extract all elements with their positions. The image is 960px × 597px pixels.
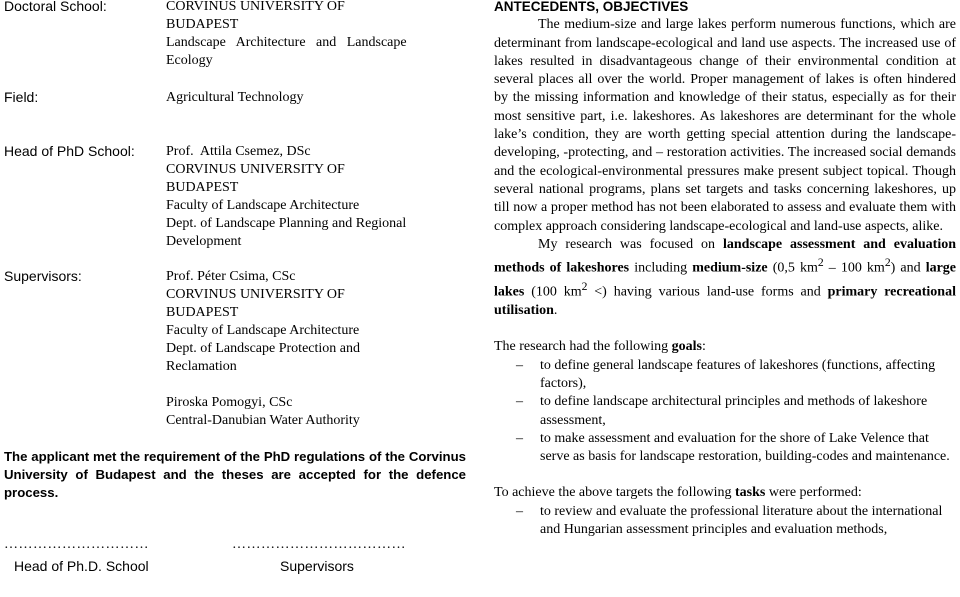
text-run: (0,5 km — [767, 260, 818, 276]
signature-line-head: ………………………… — [4, 537, 149, 552]
text-run: (100 km — [524, 284, 582, 300]
doctoral-school-line: CORVINUS UNIVERSITY OF — [166, 0, 345, 14]
supervisor1-line: Dept. of Landscape Protection and — [166, 341, 360, 356]
antecedents-paragraph: The medium-size and large lakes perform numerous functions, which are determinant from landscape-ecological and land use aspects. The increased use of lakes resulted in disadvantageous change of their environmental condition at several places all over the world. Proper management of lakes is often hindered by the missing information and knowledge of their status, especially as for their most sensitive part, i.e. lakeshores. As lakeshores are determinant for the whole lake’s condition, they are worth getting special attention during the landscape-developing, -protecting, and – restoration activities. The increased social demands and the ecological-environmental pressures make present subject topical. Though several national programs, plans set targets and tasks concerning lakeshores, up till now a proper method has not been elaborated to assess and evaluate them with complex approach considering landscape-ecological and land-use aspects, alike. — [494, 17, 956, 234]
section-heading: ANTECEDENTS, OBJECTIVES — [494, 0, 689, 14]
bold-run: medium-size — [692, 260, 768, 276]
supervisor2-value — [166, 394, 360, 430]
signature-line-supervisors: ……………………………… — [232, 537, 406, 552]
label-head-of-phd-school: Head of PhD School: — [4, 143, 135, 159]
applicant-statement: The applicant met the requirement of the PhD regulations of the Corvinus University of Budapest and the theses are accepted for the defence process. — [4, 449, 466, 500]
doctoral-school-value — [166, 0, 407, 70]
text-run: <) having various land-use forms and — [587, 284, 828, 300]
text-run: were performed: — [765, 485, 862, 501]
dash-bullet: – — [516, 357, 523, 373]
superscript: 2 — [817, 256, 824, 270]
right-column — [494, 0, 956, 539]
goals-list — [494, 357, 956, 467]
head-line: BUDAPEST — [166, 180, 239, 195]
list-item — [494, 430, 956, 467]
signature-supervisors-label: Supervisors — [280, 558, 354, 574]
field-value — [166, 89, 304, 107]
bold-run: goals — [671, 339, 702, 355]
bold-run: tasks — [734, 485, 766, 501]
superscript: 2 — [581, 280, 588, 294]
list-item — [494, 357, 956, 394]
head-line: Faculty of Landscape Architecture — [166, 198, 360, 213]
superscript: 2 — [884, 256, 891, 270]
head-line: Prof. Attila Csemez, DSc — [166, 144, 311, 159]
text-run: My research was focused on — [538, 236, 723, 252]
head-value — [166, 143, 406, 251]
supervisor2-line: Central-Danubian Water Authority — [166, 413, 360, 428]
supervisor1-line: CORVINUS UNIVERSITY OF — [166, 287, 345, 302]
goals-intro — [494, 338, 956, 356]
dash-bullet: – — [516, 394, 523, 410]
doctoral-school-line: Landscape Architecture and Landscape — [166, 35, 407, 50]
dash-bullet: – — [516, 503, 523, 519]
label-supervisors: Supervisors: — [4, 268, 82, 284]
text-run: : — [702, 339, 706, 355]
head-line: CORVINUS UNIVERSITY OF — [166, 162, 345, 177]
supervisor1-line: Faculty of Landscape Architecture — [166, 323, 360, 338]
supervisor2-line: Piroska Pomogyi, CSc — [166, 395, 293, 410]
text-run: – 100 km — [823, 260, 885, 276]
task-text: to review and evaluate the professional literature about the international and Hungarian assessment principles and evaluation methods, — [540, 503, 943, 538]
text-run: To achieve the above targets the following — [494, 485, 735, 501]
dash-bullet: – — [516, 430, 523, 446]
research-focus-paragraph — [494, 236, 956, 321]
text-run: The research had the following — [494, 339, 672, 355]
tasks-intro — [494, 484, 956, 502]
head-line: Dept. of Landscape Planning and Regional — [166, 216, 407, 231]
signature-head-label: Head of Ph.D. School — [14, 558, 149, 574]
goal-text: to make assessment and evaluation for the shore of Lake Velence that serve as basis for landscape restoration, building-codes and maintenance. — [540, 430, 950, 465]
text-run: ) and — [890, 260, 926, 276]
supervisor1-line: BUDAPEST — [166, 305, 239, 320]
doctoral-school-line: BUDAPEST — [166, 17, 239, 32]
label-field: Field: — [4, 89, 39, 105]
supervisor1-line: Reclamation — [166, 359, 237, 374]
text-run: . — [553, 303, 558, 319]
bold-run: primary recreational utilisation — [494, 284, 956, 319]
label-doctoral-school: Doctoral School: — [4, 0, 107, 14]
list-item — [494, 503, 956, 540]
text-run: including — [629, 260, 693, 276]
supervisor1-line: Prof. Péter Csima, CSc — [166, 269, 296, 284]
goal-text: to define general landscape features of lakeshores (functions, affecting factors), — [540, 357, 936, 391]
bold-run: large lakes — [494, 260, 957, 300]
list-item — [494, 393, 956, 430]
goal-text: to define landscape architectural principles and methods of lakeshore assessment, — [540, 394, 928, 428]
head-line: Development — [166, 234, 242, 249]
field-line: Agricultural Technology — [166, 90, 304, 105]
tasks-list — [494, 503, 956, 540]
bold-run: landscape assessment and evaluation methods of lakeshores — [494, 236, 956, 276]
doctoral-school-line: Ecology — [166, 53, 213, 68]
supervisor1-value — [166, 268, 360, 376]
